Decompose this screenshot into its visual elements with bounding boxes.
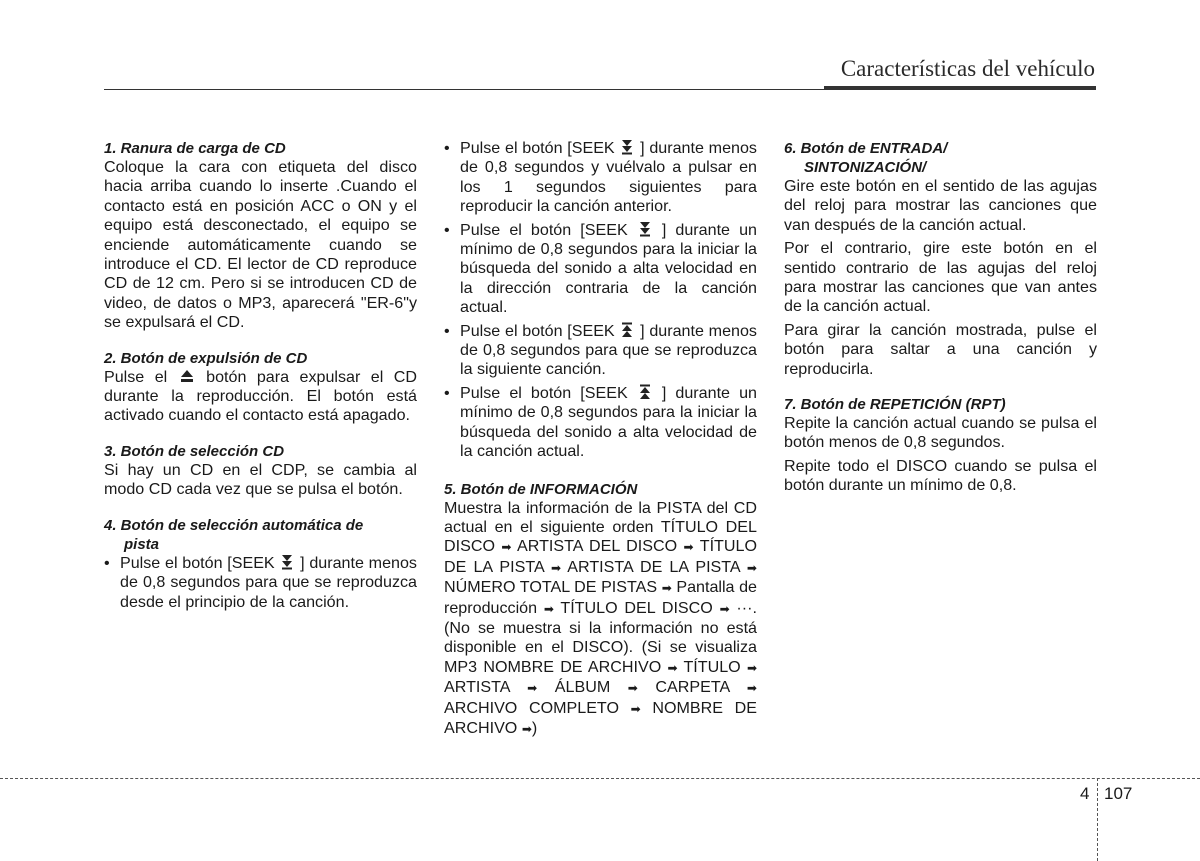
arrow-icon: ➡ <box>746 660 757 675</box>
section-text: Repite la canción actual cuando se pulsa el botón menos de 0,8 segundos. <box>784 414 1097 452</box>
section-enter-tune <box>784 139 1097 379</box>
arrow-icon: ➡ <box>527 681 538 696</box>
text-part: ] durante un mínimo de 0,8 segundos para la iniciar la búsqueda del sonido a alta velocidad de la canción actual. <box>460 383 757 461</box>
seek-up-icon <box>621 322 633 338</box>
list-item <box>104 554 417 612</box>
text-part: ···.(No se muestra si la información no está disponible en el DISCO). (Si se visualiza MP3 NOMBRE DE ARCHIVO <box>444 598 757 676</box>
seek-down-icon <box>639 221 651 237</box>
section-cd-slot <box>104 139 417 333</box>
text-part: NÚMERO TOTAL DE PISTAS <box>444 578 658 597</box>
section-info <box>444 480 757 740</box>
section-heading <box>104 516 417 554</box>
list-item <box>444 384 757 462</box>
section-text: Si hay un CD en el CDP, se cambia al modo CD cada vez que se pulsa el botón. <box>104 460 417 499</box>
arrow-icon: ➡ <box>627 681 638 696</box>
arrow-icon: ➡ <box>543 601 554 616</box>
heading-part: pista <box>124 535 160 553</box>
header-rule <box>104 89 824 90</box>
text-part: Pulse el botón [SEEK <box>120 553 275 572</box>
text-part: botón para expulsar el CD durante la reproducción. El botón está activado cuando el contacto está apagado. <box>104 367 417 425</box>
arrow-icon: ➡ <box>661 581 672 596</box>
section-heading: 2. Botón de expulsión de CD <box>104 349 308 367</box>
arrow-icon: ➡ <box>501 540 512 555</box>
section-cd-select <box>104 442 417 500</box>
section-text: Repite todo el DISCO cuando se pulsa el botón durante un mínimo de 0,8. <box>784 456 1097 495</box>
text-part: CARPETA <box>655 678 730 697</box>
text-part: ÁLBUM <box>554 678 611 697</box>
header-rule-accent <box>824 86 1096 90</box>
footer-divider <box>0 778 1200 779</box>
section-heading: 5. Botón de INFORMACIÓN <box>444 480 638 498</box>
text-part: ] durante un mínimo de 0,8 segundos para la iniciar la búsqueda del sonido a alta velocidad en la dirección contraria de la canción actual. <box>460 220 757 317</box>
text-part: TÍTULO <box>683 657 741 676</box>
section-text: Coloque la cara con etiqueta del disco hacia arriba cuando lo inserte .Cuando el contacto está en posición ACC o ON y el equipo está desconectado, el equipo se enciende automáticamente cuando se introduce el CD. El lector de CD reproduce CD de 12 cm. Pero si se introducen CD de video, de datos o MP3, aparecerá "ER-6"y se expulsará el CD. <box>104 158 417 332</box>
text-part: Pulse el botón [SEEK <box>460 383 628 402</box>
section-text: Gire este botón en el sentido de las agujas del reloj para mostrar las canciones que van después de la canción actual. <box>784 177 1097 234</box>
text-part: ARTISTA <box>444 678 510 697</box>
section-text <box>444 499 757 740</box>
section-heading: 7. Botón de REPETICIÓN (RPT) <box>784 396 1006 414</box>
text-part: Pantalla de reproducción <box>444 578 757 617</box>
arrow-icon: ➡ <box>667 660 678 675</box>
text-part: Pulse el botón [SEEK <box>460 220 628 239</box>
text-part: ARTISTA DEL DISCO <box>517 537 678 556</box>
eject-icon <box>180 369 194 383</box>
list-item <box>444 221 757 318</box>
list-item <box>444 139 757 217</box>
seek-down-icon <box>621 139 633 155</box>
header-title: Características del vehículo <box>840 56 1095 81</box>
section-heading <box>784 139 1097 177</box>
footer-vertical-divider <box>1097 778 1098 861</box>
heading-part: SINTONIZACIÓN/ <box>804 159 927 176</box>
section-eject <box>104 349 417 426</box>
list-item <box>444 322 757 380</box>
text-part: Pulse el <box>104 367 168 386</box>
chapter-number: 4 <box>1080 784 1090 803</box>
arrow-icon: ➡ <box>719 601 730 616</box>
seek-up-icon <box>639 384 651 400</box>
text-part: Pulse el botón [SEEK <box>460 139 615 157</box>
section-repeat <box>784 395 1097 496</box>
text-part: ) <box>531 718 538 737</box>
bullet-list <box>444 139 757 462</box>
page-number: 107 <box>1104 784 1133 803</box>
heading-part: 6. Botón de ENTRADA/ <box>784 140 948 157</box>
heading-part: 4. Botón de selección automática de <box>104 516 364 534</box>
arrow-icon: ➡ <box>630 701 641 716</box>
section-text: Para girar la canción mostrada, pulse el botón para saltar a una canción y reproducirla. <box>784 320 1097 378</box>
section-heading: 3. Botón de selección CD <box>104 442 285 460</box>
text-part: TÍTULO DE LA PISTA <box>444 537 757 576</box>
bullet-list <box>104 554 417 612</box>
text-part: ARCHIVO COMPLETO <box>444 698 619 717</box>
text-part: ] durante menos de 0,8 segundos para que se reproduzca la siguiente canción. <box>460 321 757 379</box>
arrow-icon: ➡ <box>746 560 757 575</box>
section-text <box>104 368 417 426</box>
section-track-select <box>104 516 417 612</box>
arrow-icon: ➡ <box>550 560 562 575</box>
text-part: NOMBRE DE ARCHIVO <box>444 698 757 737</box>
section-text: Por el contrario, gire este botón en el sentido contrario de las agujas del reloj para mostrar las canciones que van antes de la canción actual. <box>784 239 1097 316</box>
text-part: ARTISTA DE LA PISTA <box>567 557 740 576</box>
text-part: ] durante menos de 0,8 segundos para que se reproduzca desde el principio de la canción. <box>120 553 417 611</box>
text-part: TÍTULO DEL DISCO <box>560 598 713 617</box>
arrow-icon: ➡ <box>521 721 532 736</box>
column-2 <box>444 139 757 755</box>
text-part: Pulse el botón [SEEK <box>460 321 615 340</box>
section-heading: 1. Ranura de carga de CD <box>104 140 286 157</box>
column-3 <box>784 139 1097 512</box>
arrow-icon: ➡ <box>683 540 694 555</box>
text-part: Muestra la información de la PISTA del CD actual en el siguiente orden TÍTULO DEL DISCO <box>444 498 757 556</box>
seek-down-icon <box>281 554 293 570</box>
text-part: ] durante menos de 0,8 segundos y vuélvalo a pulsar en los 1 segundos siguientes para reproducir la canción anterior. <box>460 139 757 216</box>
column-1 <box>104 139 417 628</box>
arrow-icon: ➡ <box>746 681 757 696</box>
